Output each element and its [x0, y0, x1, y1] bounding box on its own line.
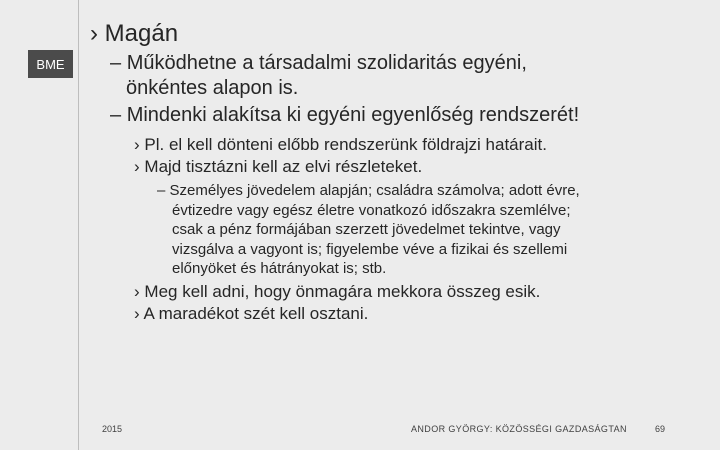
- heading-bullet: [90, 20, 178, 48]
- bullet-marker: ›: [134, 304, 140, 323]
- bullet-text: Majd tisztázni kell az elvi részleteket.: [144, 157, 423, 176]
- bullet-marker: –: [157, 182, 166, 199]
- level2-bullet: [110, 104, 579, 127]
- footer-author: ANDOR GYÖRGY: KÖZÖSSÉGI GAZDASÁGTAN: [411, 424, 627, 434]
- bullet-marker: ›: [90, 20, 98, 47]
- bullet-marker: ›: [134, 282, 140, 301]
- bullet-text: Pl. el kell dönteni előbb rendszerünk földrajzi határait.: [144, 135, 547, 154]
- bullet-text: Meg kell adni, hogy önmagára mekkora összeg esik.: [144, 282, 541, 301]
- bme-badge: BME: [28, 50, 73, 78]
- bullet-text-continuation: csak a pénz formájában szerzett jövedelmet tekintve, vagy: [172, 221, 561, 238]
- bullet-text-continuation: önkéntes alapon is.: [126, 77, 299, 99]
- level2-bullet: [110, 52, 527, 75]
- bullet-text-continuation: előnyöket és hátrányokat is; stb.: [172, 260, 387, 277]
- bullet-marker: –: [110, 52, 122, 74]
- footer-year: 2015: [102, 424, 123, 434]
- bullet-text: A maradékot szét kell osztani.: [143, 304, 369, 323]
- bullet-marker: ›: [134, 135, 140, 154]
- bullet-text-continuation: vizsgálva a vagyont is; figyelembe véve a fizikai és szellemi: [172, 240, 568, 258]
- level3-bullet: [134, 304, 368, 324]
- level4-bullet: [157, 181, 580, 201]
- bullet-marker: ›: [134, 157, 140, 176]
- heading-text: Magán: [104, 20, 179, 47]
- bullet-text: Működhetne a társadalmi szolidaritás egyéni,: [126, 52, 527, 74]
- level3-bullet: [134, 135, 547, 155]
- page-number: 69: [655, 424, 666, 434]
- bullet-text-continuation: évtizedre vagy egész életre vonatkozó időszakra szemlélve;: [172, 201, 571, 219]
- level3-bullet: [134, 157, 422, 177]
- bullet-text: Személyes jövedelem alapján; családra számolva; adott évre,: [169, 182, 580, 199]
- level3-bullet: [134, 282, 540, 302]
- divider-line: [78, 0, 79, 450]
- bullet-text: Mindenki alakítsa ki egyéni egyenlőség rendszerét!: [126, 104, 580, 126]
- bullet-marker: –: [110, 104, 122, 126]
